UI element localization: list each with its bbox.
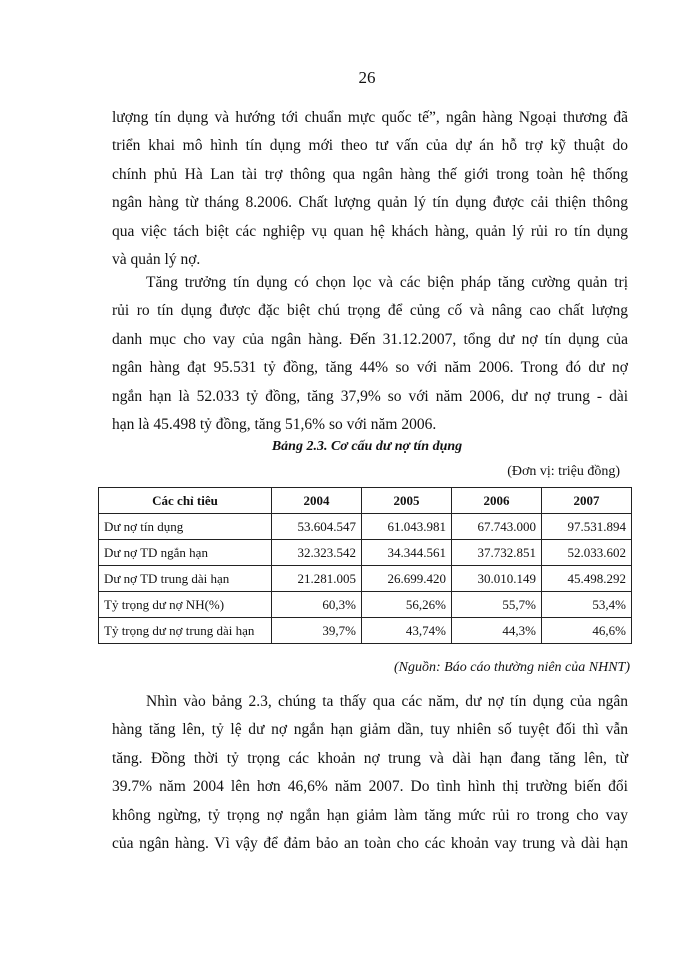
paragraph-1 — [112, 104, 628, 274]
table-cell: 37.732.851 — [452, 540, 542, 566]
row-label: Tỷ trọng dư nợ NH(%) — [99, 592, 272, 618]
table-row — [99, 514, 632, 540]
column-header: 2005 — [362, 488, 452, 514]
row-label: Dư nợ tín dụng — [99, 514, 272, 540]
column-header: Các chỉ tiêu — [99, 488, 272, 514]
table-cell: 53.604.547 — [272, 514, 362, 540]
table-source-note: (Nguồn: Báo cáo thường niên của NHNT) — [394, 660, 630, 675]
table-cell: 56,26% — [362, 592, 452, 618]
table-cell: 43,74% — [362, 618, 452, 644]
table-row — [99, 618, 632, 644]
paragraph-line: ngân hàng từ tháng 8.2006. Chất lượng quản lý tín dụng được cải thiện thông — [112, 194, 628, 212]
table-caption: Bảng 2.3. Cơ cấu dư nợ tín dụng — [271, 439, 463, 454]
paragraph-line: của ngân hàng. Vì vậy để đảm bảo an toàn cho các khoản vay trung và dài hạn — [112, 835, 628, 853]
row-label: Dư nợ TD trung dài hạn — [99, 566, 272, 592]
table-row — [99, 592, 632, 618]
paragraph-line: 39.7% năm 2004 lên hơn 46,6% năm 2007. Do tình hình thị trường biến đổi — [112, 778, 628, 796]
table-cell: 52.033.602 — [542, 540, 632, 566]
paragraph-line: tăng. Đồng thời tỷ trọng các khoản nợ trung và dài hạn đang tăng lên, từ — [112, 749, 628, 767]
paragraph-line: triển khai mô hình tín dụng mới theo tư vấn của dự án hỗ trợ kỹ thuật do — [112, 137, 628, 155]
table-cell: 26.699.420 — [362, 566, 452, 592]
paragraph-3 — [112, 688, 628, 858]
row-label: Dư nợ TD ngắn hạn — [99, 540, 272, 566]
table-cell: 30.010.149 — [452, 566, 542, 592]
paragraph-line: hạn là 45.498 tỷ đồng, tăng 51,6% so với năm 2006. — [112, 416, 437, 434]
paragraph-line: Nhìn vào bảng 2.3, chúng ta thấy qua các năm, dư nợ tín dụng của ngân — [146, 693, 628, 710]
table-cell: 32.323.542 — [272, 540, 362, 566]
table-cell: 60,3% — [272, 592, 362, 618]
credit-structure-table — [98, 487, 632, 644]
page-number: 26 — [358, 68, 376, 87]
table-row — [99, 566, 632, 592]
paragraph-line: ngắn hạn là 52.033 tỷ đồng, tăng 37,9% so với năm 2006, dư nợ trung - dài — [112, 387, 628, 405]
table-cell: 21.281.005 — [272, 566, 362, 592]
paragraph-line: danh mục cho vay của ngân hàng. Đến 31.12.2007, tổng dư nợ tín dụng của — [112, 330, 628, 348]
paragraph-line: ngân hàng đạt 95.531 tỷ đồng, tăng 44% so với năm 2006. Trong đó dư nợ — [112, 359, 628, 377]
paragraph-line: qua việc tách biệt các nghiệp vụ quan hệ khách hàng, quản lý rủi ro tín dụng — [112, 222, 628, 240]
table-cell: 34.344.561 — [362, 540, 452, 566]
column-header: 2007 — [542, 488, 632, 514]
paragraph-2 — [112, 269, 628, 439]
paragraph-line: không ngừng, tỷ trọng nợ ngắn hạn giảm làm tăng mức rủi ro trong cho vay — [112, 806, 628, 824]
table-cell: 97.531.894 — [542, 514, 632, 540]
table-header-row — [99, 488, 632, 514]
table-cell: 55,7% — [452, 592, 542, 618]
row-label: Tỷ trọng dư nợ trung dài hạn — [99, 618, 272, 644]
table-cell: 44,3% — [452, 618, 542, 644]
column-header: 2006 — [452, 488, 542, 514]
table-cell: 45.498.292 — [542, 566, 632, 592]
paragraph-line: chính phủ Hà Lan tài trợ thông qua ngân hàng thế giới trong toàn hệ thống — [112, 165, 628, 183]
table-cell: 53,4% — [542, 592, 632, 618]
table-cell: 46,6% — [542, 618, 632, 644]
table-unit: (Đơn vị: triệu đồng) — [507, 464, 620, 479]
paragraph-line: hàng tăng lên, tỷ lệ dư nợ ngắn hạn giảm dần, tuy nhiên số tuyệt đối thì vẫn — [112, 721, 628, 739]
table-row — [99, 540, 632, 566]
table-cell: 39,7% — [272, 618, 362, 644]
paragraph-line: rủi ro tín dụng được đặc biệt chú trọng để củng cố và nâng cao chất lượng — [112, 302, 628, 320]
paragraph-line: lượng tín dụng và hướng tới chuẩn mực quốc tế”, ngân hàng Ngoại thương đã — [112, 109, 628, 126]
paragraph-line: Tăng trưởng tín dụng có chọn lọc và các biện pháp tăng cường quản trị — [146, 274, 628, 291]
table-cell: 67.743.000 — [452, 514, 542, 540]
paragraph-line: và quản lý nợ. — [112, 251, 201, 269]
table-cell: 61.043.981 — [362, 514, 452, 540]
column-header: 2004 — [272, 488, 362, 514]
